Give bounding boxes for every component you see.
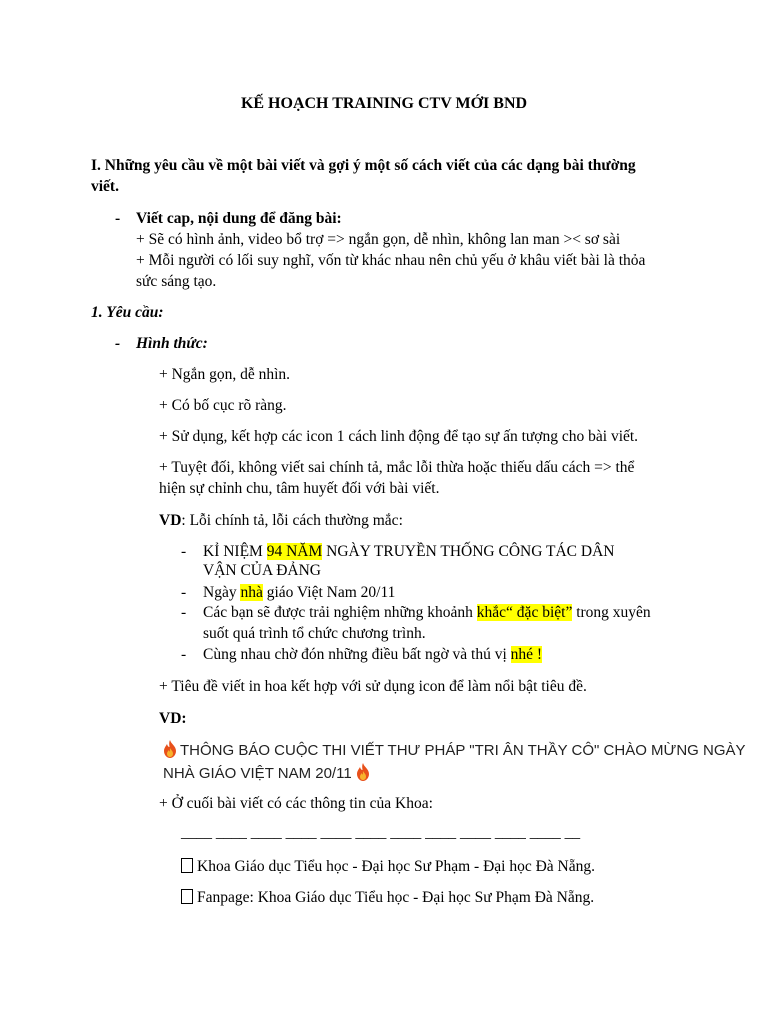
form-point-5: + Tiêu đề viết in hoa kết hợp với sử dụng icon để làm nổi bật tiêu đề. — [159, 678, 587, 695]
example-4-text-a: Cùng nhau chờ đón những điều bất ngờ và thú vị — [203, 646, 511, 663]
sample-title-text-2: NHÀ GIÁO VIỆT NAM 20/11 — [163, 765, 352, 782]
form-point-6: + Ở cuối bài viết có các thông tin của Khoa: — [159, 795, 433, 812]
example-1-text-b: NGÀY TRUYỀN THỐNG CÔNG TÁC DÂN — [322, 543, 615, 560]
requirements-heading: 1. Yêu cầu: — [91, 304, 164, 321]
caption-point-2-cont: sức sáng tạo. — [136, 273, 217, 290]
example-2-text-a: Ngày — [203, 584, 241, 601]
example-3 — [203, 602, 651, 623]
sample-title-line-2 — [163, 763, 373, 784]
example-1 — [203, 541, 614, 562]
sample-title-text-1: THÔNG BÁO CUỘC THI VIẾT THƯ PHÁP "TRI ÂN THẦY CÔ" CHÀO MỪNG NGÀY — [180, 742, 746, 759]
info-text-2: Fanpage: Khoa Giáo dục Tiểu học - Đại học Sư Phạm Đà Nẵng. — [197, 889, 595, 906]
info-text-1: Khoa Giáo dục Tiểu học - Đại học Sư Phạm - Đại học Đà Nẵng. — [197, 858, 595, 875]
example-dash-1: - — [181, 543, 187, 560]
caption-point-1: + Sẽ có hình ảnh, video bổ trợ => ngắn gọn, dễ nhìn, không lan man >< sơ sài — [136, 231, 621, 248]
example-intro-text: : Lỗi chính tả, lỗi cách thường mắc: — [181, 512, 403, 529]
example-1-cont: VẬN CỦA ĐẢNG — [203, 562, 321, 579]
fire-icon — [356, 763, 370, 781]
example-1-text-a: KỈ NIỆM — [203, 543, 267, 560]
example-label: VD — [159, 512, 182, 529]
example-3-highlight: khắc“ đặc biệt” — [476, 604, 573, 621]
separator-line: ____ ____ ____ ____ ____ ____ ____ ____ ____ ____ ____ __ — [181, 824, 581, 841]
example-4-highlight: nhé ! — [510, 646, 543, 663]
form-point-1: + Ngắn gọn, dễ nhìn. — [159, 366, 291, 383]
example-dash-2: - — [181, 584, 187, 601]
example-intro — [159, 510, 403, 531]
example-3-cont: suốt quá trình tổ chức chương trình. — [203, 625, 426, 642]
example-2 — [203, 582, 395, 603]
box-glyph-icon — [181, 858, 193, 873]
info-line-2 — [181, 887, 594, 908]
form-dash: - — [115, 335, 121, 352]
example-dash-3: - — [181, 604, 187, 621]
example-1-highlight: 94 NĂM — [266, 543, 323, 560]
example-2-text-b: giáo Việt Nam 20/11 — [262, 584, 396, 601]
section-heading-cont: viết. — [91, 178, 119, 195]
example-2-highlight: nhà — [240, 584, 263, 601]
section-heading: I. Những yêu cầu về một bài viết và gợi ý một số cách viết của các dạng bài thường — [91, 157, 636, 174]
sample-title-line-1 — [163, 740, 746, 761]
form-point-4-cont: hiện sự chỉnh chu, tâm huyết đối với bài viết. — [159, 480, 440, 497]
box-glyph-icon — [181, 889, 193, 904]
form-label: Hình thức: — [136, 335, 208, 352]
fire-icon — [163, 740, 177, 758]
info-line-1 — [181, 856, 595, 877]
example-3-text-a: Các bạn sẽ được trải nghiệm những khoảnh — [203, 604, 477, 621]
example-dash-4: - — [181, 646, 187, 663]
document-title: KẾ HOẠCH TRAINING CTV MỚI BND — [240, 95, 528, 112]
example-4 — [203, 644, 542, 665]
bullet-label-caption: Viết cap, nội dung để đăng bài: — [136, 210, 342, 227]
form-point-2: + Có bố cục rõ ràng. — [159, 397, 287, 414]
form-point-4: + Tuyệt đối, không viết sai chính tả, mắc lỗi thừa hoặc thiếu dấu cách => thể — [159, 459, 635, 476]
example-label-2: VD: — [159, 710, 187, 727]
bullet-dash: - — [115, 210, 121, 227]
form-point-3: + Sử dụng, kết hợp các icon 1 cách linh động để tạo sự ấn tượng cho bài viết. — [159, 428, 639, 445]
example-3-text-b: trong xuyên — [572, 604, 651, 621]
caption-point-2: + Mỗi người có lối suy nghĩ, vốn từ khác nhau nên chủ yếu ở khâu viết bài là thỏa — [136, 252, 646, 269]
